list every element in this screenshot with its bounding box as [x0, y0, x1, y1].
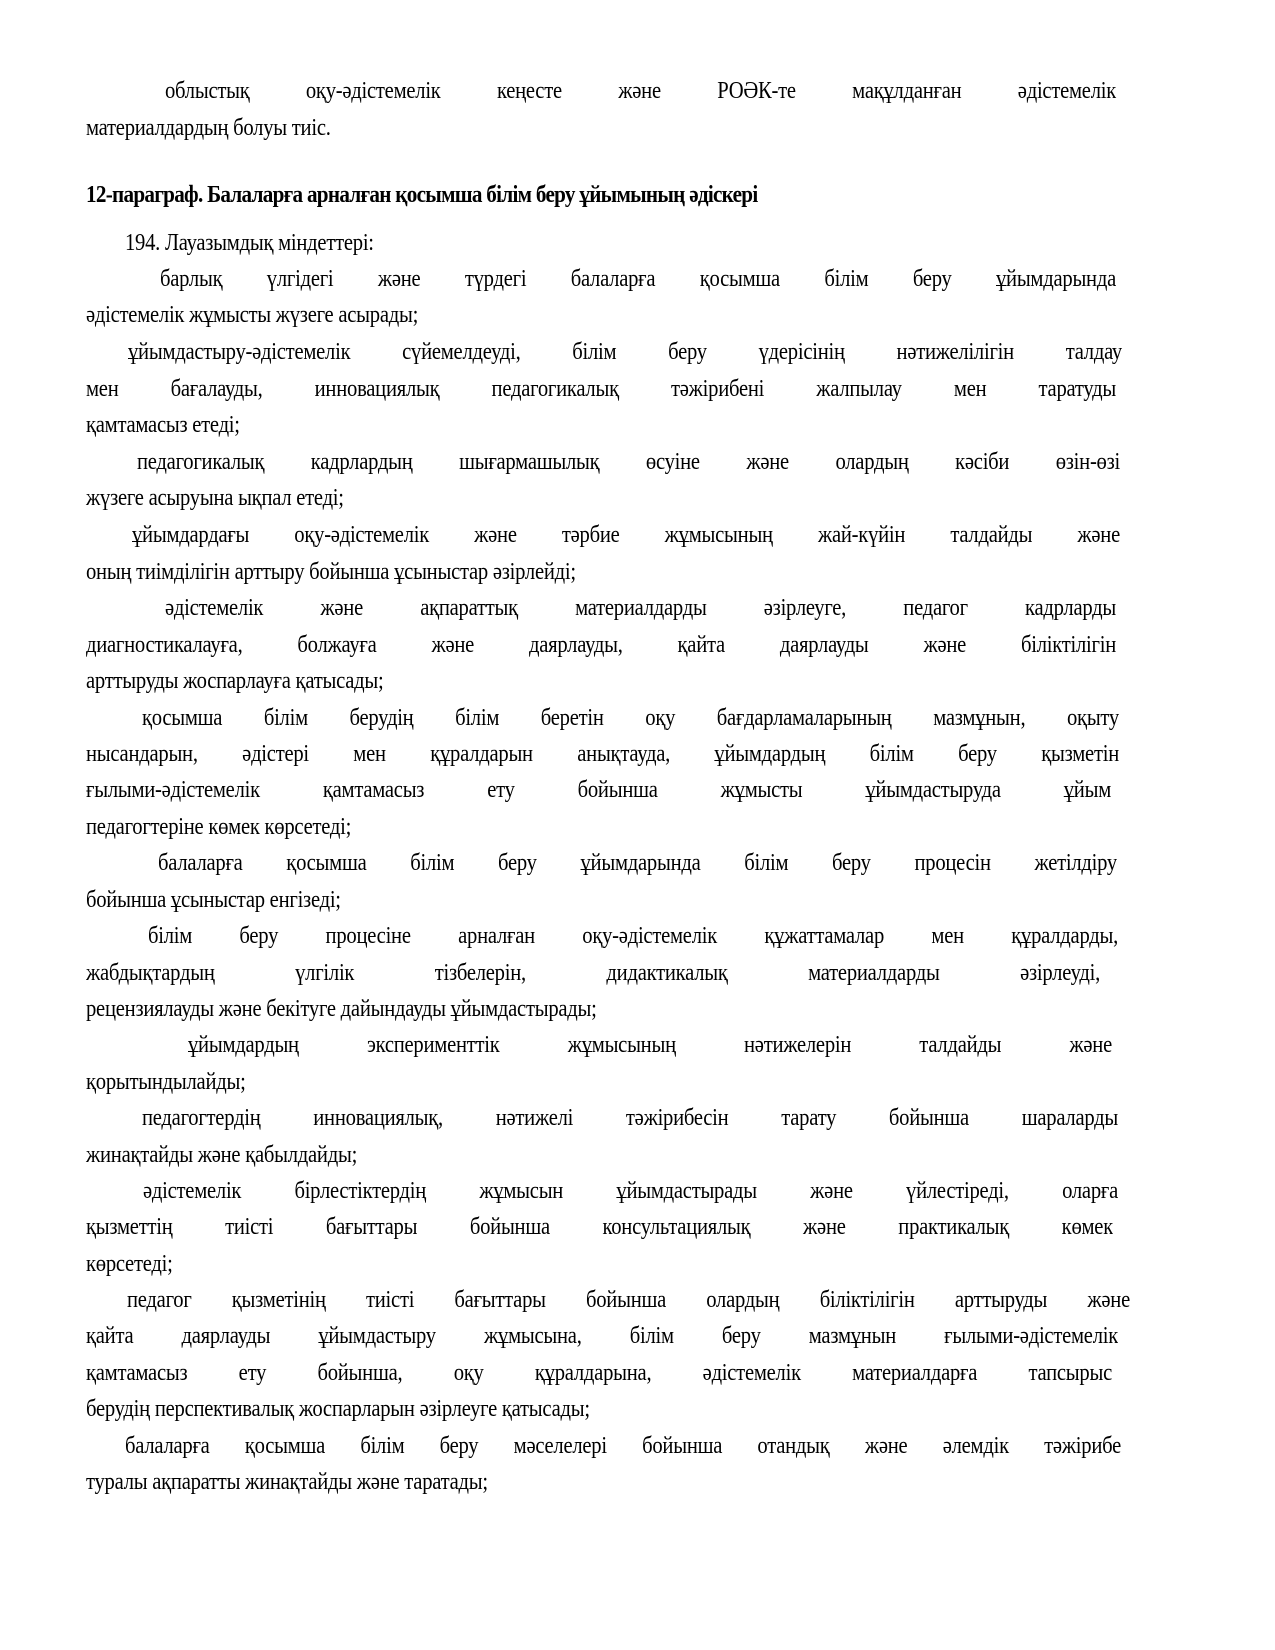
paragraph-line: педагогикалық кадрлардың шығармашылық өсуіне және олардың кәсіби өзін-өзі: [137, 449, 1120, 475]
paragraph-line: диагностикалауға, болжауға және даярлауды, қайта даярлауды және біліктілігін: [86, 632, 1116, 658]
paragraph-line: арттыруды жоспарлауға қатысады;: [86, 668, 384, 694]
paragraph-line: қамтамасыз ету бойынша, оқу құралдарына, әдістемелік материалдарға тапсырыс: [86, 1360, 1112, 1386]
paragraph-line: әдістемелік және ақпараттық материалдарды әзірлеуге, педагог кадрларды: [165, 595, 1116, 621]
paragraph-line: рецензиялауды және бекітуге дайындауды ұйымдастырады;: [86, 996, 597, 1022]
paragraph-line: жабдықтардың үлгілік тізбелерін, дидактикалық материалдарды әзірлеуді,: [86, 960, 1100, 986]
paragraph-line: оның тиімділігін арттыру бойынша ұсыныстар әзірлейді;: [86, 559, 576, 585]
paragraph-line: қосымша білім берудің білім беретін оқу бағдарламаларының мазмұнын, оқыту: [142, 705, 1119, 731]
paragraph-line: қайта даярлауды ұйымдастыру жұмысына, білім беру мазмұнын ғылыми-әдістемелік: [86, 1323, 1118, 1349]
paragraph-line: әдістемелік бірлестіктердің жұмысын ұйымдастырады және үйлестіреді, оларға: [143, 1178, 1118, 1204]
intro-line: материалдардың болуы тиіс.: [86, 115, 331, 141]
paragraph-line: балаларға қосымша білім беру мәселелері бойынша отандық және әлемдік тәжірибе: [125, 1433, 1121, 1459]
paragraph-line: мен бағалауды, инновациялық педагогикалық тәжірибені жалпылау мен таратуды: [86, 376, 1116, 402]
paragraph-line: ұйымдардың эксперименттік жұмысының нәтижелерін талдайды және: [188, 1032, 1112, 1058]
paragraph-line: ұйымдардағы оқу-әдістемелік және тәрбие жұмысының жай-күйін талдайды және: [132, 522, 1120, 548]
paragraph-line: балаларға қосымша білім беру ұйымдарында білім беру процесін жетілдіру: [158, 850, 1117, 876]
paragraph-line: әдістемелік жұмысты жүзеге асырады;: [86, 302, 419, 328]
paragraph-line: барлық үлгідегі және түрдегі балаларға қосымша білім беру ұйымдарында: [160, 266, 1116, 292]
paragraph-line: білім беру процесіне арналған оқу-әдістемелік құжаттамалар мен құралдарды,: [148, 923, 1118, 949]
section-heading: 12-параграф. Балаларға арналған қосымша білім беру ұйымының әдіскері: [86, 182, 758, 208]
paragraph-line: ұйымдастыру-әдістемелік сүйемелдеуді, білім беру үдерісінің нәтижелілігін талдау: [128, 339, 1122, 365]
paragraph-line: педагогтеріне көмек көрсетеді;: [86, 814, 352, 840]
paragraph-line: қамтамасыз етеді;: [86, 412, 240, 438]
paragraph-line: берудің перспективалық жоспарларын әзірлеуге қатысады;: [86, 1396, 590, 1422]
item-title: 194. Лауазымдық міндеттері:: [125, 230, 374, 256]
paragraph-line: жүзеге асыруына ықпал етеді;: [86, 485, 344, 511]
paragraph-line: туралы ақпаратты жинақтайды және таратады;: [86, 1469, 488, 1495]
paragraph-line: педагог қызметінің тиісті бағыттары бойынша олардың біліктілігін арттыруды және: [127, 1287, 1130, 1313]
paragraph-line: көрсетеді;: [86, 1251, 173, 1277]
paragraph-line: жинақтайды және қабылдайды;: [86, 1142, 358, 1168]
intro-line: облыстық оқу-әдістемелік кеңесте және РОӘК-те мақұлданған әдістемелік: [165, 78, 1116, 104]
paragraph-line: қызметтің тиісті бағыттары бойынша консультациялық және практикалық көмек: [86, 1214, 1113, 1240]
paragraph-line: қорытындылайды;: [86, 1069, 246, 1095]
paragraph-line: педагогтердің инновациялық, нәтижелі тәжірибесін тарату бойынша шараларды: [142, 1105, 1118, 1131]
paragraph-line: бойынша ұсыныстар енгізеді;: [86, 887, 341, 913]
paragraph-line: ғылыми-әдістемелік қамтамасыз ету бойынша жұмысты ұйымдастыруда ұйым: [86, 777, 1111, 803]
paragraph-line: нысандарын, әдістері мен құралдарын анықтауда, ұйымдардың білім беру қызметін: [86, 741, 1119, 767]
